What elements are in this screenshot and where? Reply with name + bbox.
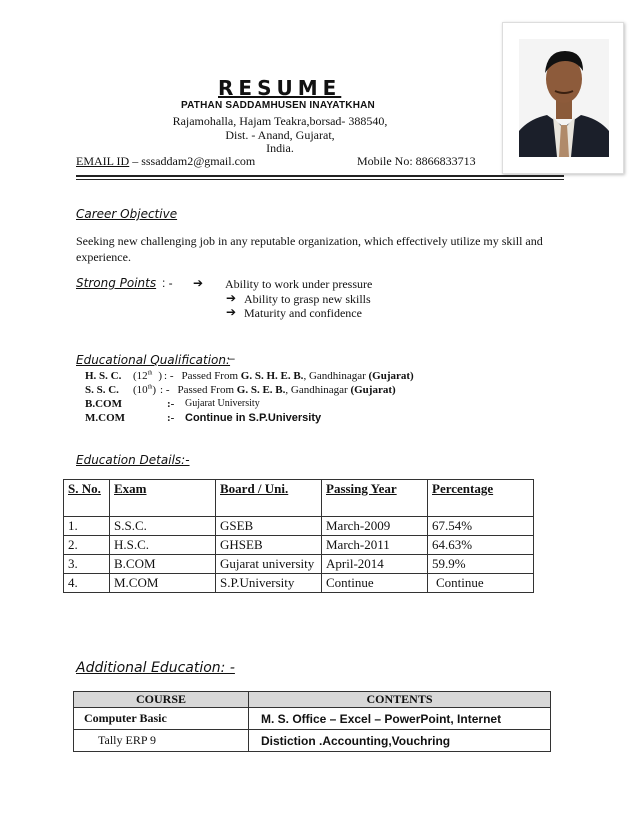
table-cell: GSEB <box>216 517 322 536</box>
table-cell: GHSEB <box>216 536 322 555</box>
address-line-1: Rajamohalla, Hajam Teakra,borsad- 388540, <box>172 114 388 128</box>
qualification-course: H. S. C. <box>85 370 122 382</box>
qualification-row: M.COM :- Continue in S.P.University <box>85 412 322 424</box>
contact-line <box>76 154 488 169</box>
table-cell: 67.54% <box>428 517 534 536</box>
qualification-course: B.COM <box>85 398 122 410</box>
qualification-row <box>85 370 414 382</box>
mobile-number: Mobile No: 8866833713 <box>357 154 476 168</box>
career-objective-text: Seeking new challenging job in any reputable organization, which effectively utilize my skill and experience. <box>76 234 543 264</box>
table-cell: 64.63% <box>428 536 534 555</box>
profile-photo-image <box>519 39 609 157</box>
qualification-detail: Continue in S.P.University <box>185 412 322 424</box>
address-line-2: Dist. - Anand, Gujarat, <box>225 128 335 142</box>
strong-points-separator: : - <box>162 276 173 290</box>
table-row <box>64 536 534 555</box>
table-cell: B.COM <box>110 555 216 574</box>
table-row <box>74 708 551 730</box>
table-header-row <box>64 480 534 517</box>
qualification-detail: (12th ) : - Passed From G. S. H. E. B., Gandhinagar (Gujarat) <box>133 370 414 382</box>
candidate-name: PATHAN SADDAMHUSEN INAYATKHAN <box>181 100 375 111</box>
email-value[interactable]: – sssaddam2@gmail.com <box>129 154 256 168</box>
arrow-icon: ➔ <box>193 276 204 290</box>
table-cell: 1. <box>64 517 110 536</box>
column-header: Exam <box>110 480 216 517</box>
table-cell: March-2011 <box>322 536 428 555</box>
arrow-icon: ➔ <box>226 305 237 319</box>
table-cell: H.S.C. <box>110 536 216 555</box>
qualification-detail: (10th) : - Passed From G. S. E. B., Gandhinagar (Gujarat) <box>133 384 396 396</box>
table-cell: March-2009 <box>322 517 428 536</box>
column-header: CONTENTS <box>249 692 551 708</box>
header-rule-thin <box>76 179 564 180</box>
strong-point-item: Maturity and confidence <box>244 306 362 320</box>
email-label: EMAIL ID <box>76 154 130 168</box>
table-cell: 2. <box>64 536 110 555</box>
table-cell: S.P.University <box>216 574 322 593</box>
table-cell: Distiction .Accounting,Vouchring <box>249 730 551 752</box>
strong-points-heading: Strong Points <box>76 276 157 290</box>
additional-education-table <box>73 691 551 752</box>
additional-education-heading: Additional Education: - <box>76 660 235 676</box>
strong-point-item: Ability to grasp new skills <box>244 292 371 306</box>
table-cell: Computer Basic <box>74 708 249 730</box>
table-cell: Gujarat university <box>216 555 322 574</box>
educational-qualification-heading: Educational Qualification: <box>76 353 231 367</box>
table-cell: Tally ERP 9 <box>74 730 249 752</box>
table-cell: M.COM <box>110 574 216 593</box>
table-cell: M. S. Office – Excel – PowerPoint, Internet <box>249 708 551 730</box>
table-row <box>64 555 534 574</box>
qualification-dash: – <box>228 351 235 365</box>
arrow-icon: ➔ <box>226 291 237 305</box>
qualification-row <box>85 384 396 396</box>
table-header-row <box>74 692 551 708</box>
column-header: Percentage <box>428 480 534 517</box>
qualification-course: S. S. C. <box>85 384 119 396</box>
table-cell: S.S.C. <box>110 517 216 536</box>
table-cell: 59.9% <box>428 555 534 574</box>
education-table <box>63 479 534 593</box>
qualification-detail: Gujarat University <box>185 398 260 409</box>
table-row <box>74 730 551 752</box>
table-cell: 3. <box>64 555 110 574</box>
qualification-course: M.COM <box>85 412 126 424</box>
table-cell: Continue <box>428 574 534 593</box>
table-cell: April-2014 <box>322 555 428 574</box>
column-header: Board / Uni. <box>216 480 322 517</box>
header-rule-thick <box>76 175 564 177</box>
table-row <box>64 574 534 593</box>
qualification-row: B.COM :- Gujarat University <box>85 398 260 410</box>
career-objective-heading: Career Objective <box>76 207 178 221</box>
table-row <box>64 517 534 536</box>
table-cell: Continue <box>322 574 428 593</box>
column-header: S. No. <box>64 480 110 517</box>
strong-point-item: Ability to work under pressure <box>225 277 373 291</box>
address-line-3: India. <box>266 141 294 155</box>
column-header: COURSE <box>74 692 249 708</box>
resume-title: RESUME <box>218 76 342 100</box>
column-header: Passing Year <box>322 480 428 517</box>
education-details-heading: Education Details:- <box>76 453 190 467</box>
profile-photo <box>502 22 624 174</box>
table-cell: 4. <box>64 574 110 593</box>
